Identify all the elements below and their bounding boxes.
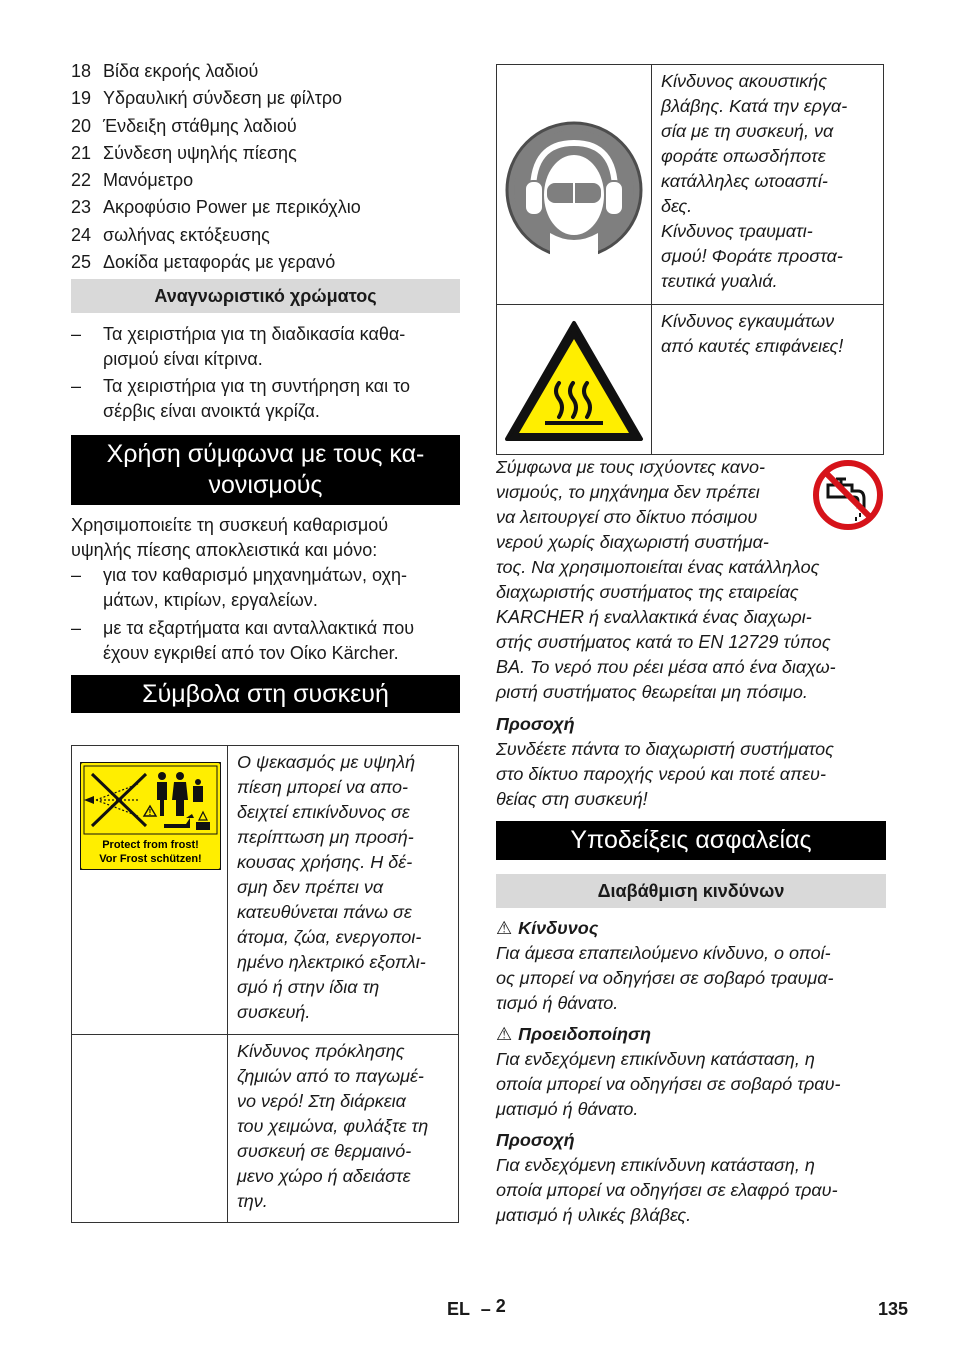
table-row <box>72 1035 459 1223</box>
list-item <box>71 249 460 276</box>
item-number: 20 <box>71 115 92 136</box>
drinking-water-notice <box>496 455 886 705</box>
item-number: 18 <box>71 61 92 81</box>
list-item: – με τα εξαρτήματα και ανταλλακτικά που έχουν εγκριθεί από τον Οίκο Kärcher. <box>71 616 460 666</box>
attention-text: Συνδέετε πάντα το διαχωριστή συστήματος στο δίκτυο παροχής νερού και ποτέ απευ- θείας στη συσκευή! <box>496 739 834 809</box>
item-text: Τα χειριστήρια για τη διαδικασία καθα- ρισμού είναι κίτρινα. <box>103 324 406 370</box>
list-item <box>71 85 460 112</box>
symbols-heading: Σύμβολα στη συσκευή <box>71 675 460 713</box>
hazard-label: Προσοχή <box>496 1130 575 1150</box>
hazard-label-text: Προειδοποίηση <box>518 1024 651 1044</box>
color-id-heading: Αναγνωριστικό χρώματος <box>71 279 460 313</box>
list-item: – για τον καθαρισμό μηχανημάτων, οχη- μάτων, κτιρίων, εργαλείων. <box>71 563 460 613</box>
hazard-text: Για άμεσα επαπειλούμενο κίνδυνο, ο οποί- ος μπορεί να οδηγήσει σε σοβαρό τραυμα- τισμό ή θάνατο. <box>496 943 834 1013</box>
hazard-level <box>496 1128 886 1228</box>
list-item <box>71 222 460 249</box>
hazard-text: Για ενδεχόμενη επικίνδυνη κατάσταση, η οποία μπορεί να οδηγήσει σε ελαφρό τραυ- ματισμό ή υλικές βλάβες. <box>496 1155 838 1225</box>
svg-text:!: ! <box>148 808 152 818</box>
ppe-description: Κίνδυνος ακουστικής βλάβης. Κατά την εργα- σία με τη συσκευή, να φοράτε οπωσδήποτε κατάλληλες ωτοασπί- δες. Κίνδυνος τραυματι- σμού! Φοράτε προστα- τευτικά γυαλιά. <box>652 65 884 305</box>
list-item <box>71 167 460 194</box>
warning-triangle-icon: ⚠ <box>496 918 513 938</box>
item-number: 19 <box>71 88 92 109</box>
item-label: Βίδα εκροής λαδιού <box>103 61 259 81</box>
list-item: – Τα χειριστήρια για τη διαδικασία καθα- ρισμού είναι κίτρινα. <box>71 322 460 372</box>
hazard-label <box>496 1022 886 1047</box>
safety-heading: Υποδείξεις ασφαλείας <box>496 821 886 860</box>
symbol-cell <box>497 65 652 305</box>
item-label: Ένδειξη στάθμης λαδιού <box>103 115 297 136</box>
footer-sub: 2 <box>495 1296 506 1316</box>
ppe-symbols-table <box>496 64 884 455</box>
intended-use-intro: Χρησιμοποιείτε τη συσκευή καθαρισμού υψηλής πίεσης αποκλειστικά και μόνο: <box>71 515 389 561</box>
list-item <box>71 58 460 85</box>
item-label: Δοκίδα μεταφοράς με γερανό <box>103 252 336 273</box>
list-item <box>71 113 460 140</box>
item-number: 23 <box>71 197 92 218</box>
footer-lang: EL <box>447 1299 470 1319</box>
item-text: με τα εξαρτήματα και ανταλλακτικά που έχουν εγκριθεί από τον Οίκο Kärcher. <box>103 618 415 664</box>
symbol-cell <box>72 746 228 1035</box>
water-notice-wrapped: Σύμφωνα με τους ισχύοντες κανο- νισμούς, το μηχάνημα δεν πρέπει να λειτουργεί στο δίκτυο πόσιμου νερού χωρίς διαχωριστή συστήμα- <box>496 457 769 552</box>
hazard-label-text: Κίνδυνος <box>518 918 599 938</box>
table-row <box>497 305 884 455</box>
symbol-cell <box>497 305 652 455</box>
warning-triangle-icon: ⚠ <box>496 1024 513 1044</box>
item-text: Τα χειριστήρια για τη συντήρηση και το σέρβις είναι ανοικτά γκρίζα. <box>103 376 411 422</box>
item-number: 21 <box>71 142 92 163</box>
attention-label: Προσοχή <box>496 714 575 734</box>
right-column <box>496 64 886 1228</box>
footer-language <box>447 1297 506 1322</box>
hot-surface-warning-icon <box>503 319 645 445</box>
intended-use-heading: Χρήση σύμφωνα με τους κα- νονισμούς <box>71 435 460 505</box>
frost-label-line2: Vor Frost schützen! <box>99 853 202 866</box>
item-text: για τον καθαρισμό μηχανημάτων, οχη- μάτων, κτιρίων, εργαλείων. <box>103 565 408 611</box>
item-label: Σύνδεση υψηλής πίεσης <box>103 142 297 163</box>
list-item: – Τα χειριστήρια για τη συντήρηση και το σέρβις είναι ανοικτά γκρίζα. <box>71 374 460 424</box>
item-number: 24 <box>71 224 92 245</box>
item-label: Μανόμετρο <box>103 170 194 191</box>
no-spray-warning-label-icon <box>80 762 221 870</box>
water-notice-text: τος. Να χρησιμοποιείται ένας κατάλληλος διαχωριστής συστήματος της εταιρείας KARCHER ή εναλλακτικά ένας διαχωρι- στής συστήματος κατά το EN 12729 τύπος BA. Το νερό που ρέει μέσα από ένα διαχω- ριστή συστήματος θεωρείται μη πόσιμο. <box>496 557 836 702</box>
hot-surface-description: Κίνδυνος εγκαυμάτων από καυτές επιφάνειες! <box>652 305 884 455</box>
symbols-table <box>71 745 459 1223</box>
symbol-description: Ο ψεκασμός με υψηλή πίεση μπορεί να απο- δειχτεί επικίνδυνος σε περίπτωση μη προσή- κουσας χρήσης. Η δέ- σμη δεν πρέπει να κατευθύνεται πάνω σε άτομα, ζώα, ενεργοποι- ημένο ηλεκτρικό εξοπλι- σμό ή στην ίδια τη συσκευή. <box>228 746 459 1035</box>
item-number: 22 <box>71 170 92 191</box>
hazard-level <box>496 1022 886 1122</box>
no-drinking-water-icon <box>812 459 884 531</box>
item-label: Υδραυλική σύνδεση με φίλτρο <box>103 88 343 109</box>
hazard-label <box>496 916 886 941</box>
left-column <box>71 58 460 1223</box>
frost-label-line1: Protect from frost! <box>102 839 199 852</box>
hazard-level <box>496 916 886 1016</box>
parts-list <box>71 58 460 276</box>
table-row <box>497 65 884 305</box>
ear-eye-protection-icon <box>505 121 643 259</box>
hazard-text: Για ενδεχόμενη επικίνδυνη κατάσταση, η οποία μπορεί να οδηγήσει σε σοβαρό τραυ- ματισμό ή θάνατο. <box>496 1049 841 1119</box>
hazard-levels-heading: Διαβάθμιση κινδύνων <box>496 874 886 908</box>
table-row <box>72 746 459 1035</box>
list-item <box>71 140 460 167</box>
symbol-cell <box>72 1035 228 1223</box>
list-item <box>71 194 460 221</box>
item-label: σωλήνας εκτόξευσης <box>103 224 270 245</box>
item-number: 25 <box>71 252 92 273</box>
page-number: 135 <box>878 1299 909 1319</box>
footer-sep: – <box>480 1299 491 1319</box>
item-label: Ακροφύσιο Power με περικόχλιο <box>103 197 361 218</box>
symbol-description: Κίνδυνος πρόκλησης ζημιών από το παγωμέ- νο νερό! Στη διάρκεια του χειμώνα, φυλάξτε τη συσκευή σε θερμαινό- μενο χώρο ή αδειάστε την. <box>228 1035 459 1223</box>
